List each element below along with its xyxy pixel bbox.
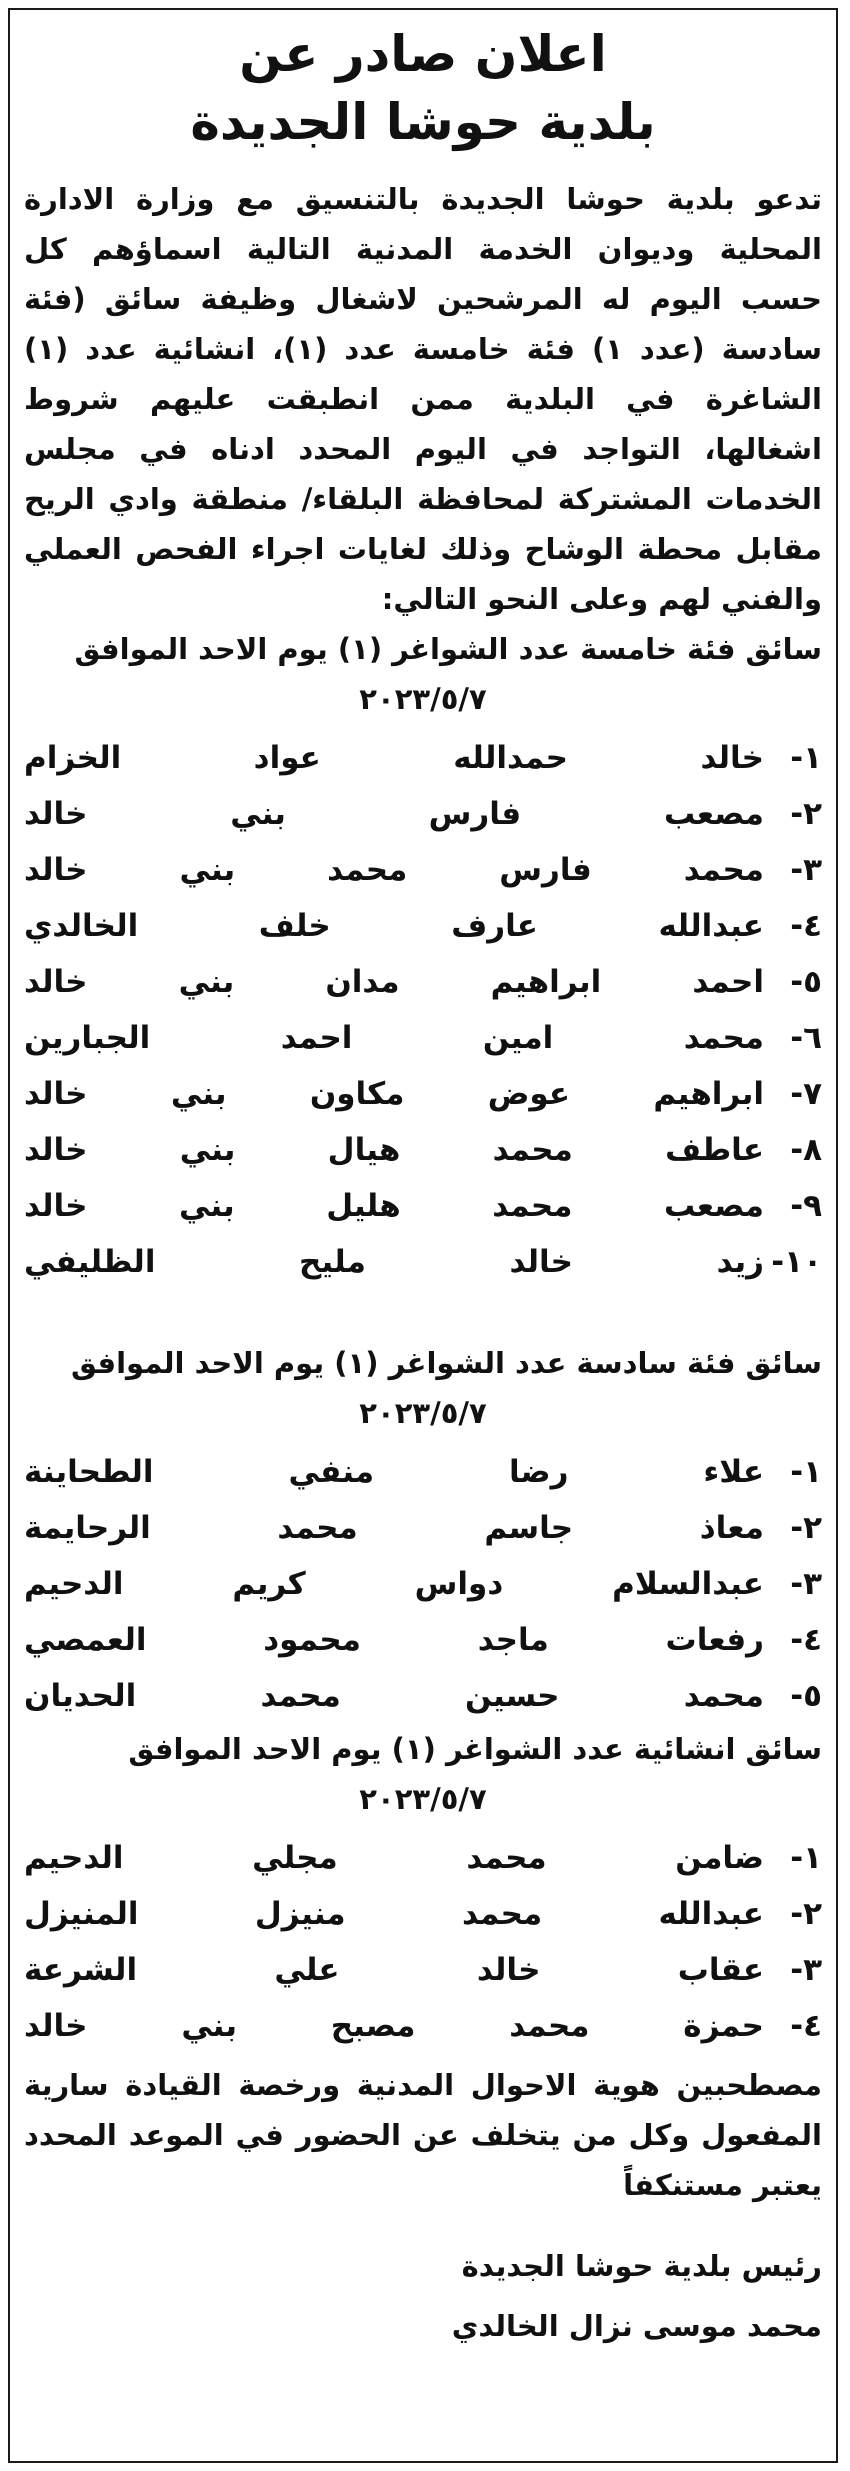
list-item bbox=[24, 1942, 822, 1998]
announcement bbox=[8, 8, 838, 2463]
list-item bbox=[24, 1556, 822, 1612]
signatory-name: محمد موسى نزال الخالدي bbox=[451, 2309, 822, 2343]
list-item bbox=[24, 1178, 822, 1234]
item-number: ١٠- bbox=[771, 1244, 822, 1280]
municipality-name: بلدية حوشا الجديدة bbox=[190, 93, 656, 151]
item-number: ١- bbox=[790, 740, 822, 776]
group-heading-fifth-class: سائق فئة خامسة عدد الشواغر (١) يوم الاحد الموافق bbox=[74, 632, 822, 666]
candidate-name: محمد امين احمد الجبارين bbox=[24, 1020, 764, 1056]
item-number: ٤- bbox=[790, 908, 822, 944]
group-heading-sixth-class: سائق فئة سادسة عدد الشواغر (١) يوم الاحد الموافق bbox=[70, 1346, 822, 1380]
item-number: ٢- bbox=[790, 1896, 822, 1932]
candidate-name: مصعب محمد هليل بني خالد bbox=[24, 1188, 764, 1224]
item-number: ٤- bbox=[790, 1622, 822, 1658]
candidate-name: مصعب فارس بني خالد bbox=[24, 796, 764, 832]
candidate-name: ضامن محمد مجلي الدحيم bbox=[24, 1840, 764, 1876]
candidate-name: ابراهيم عوض مكاون بني خالد bbox=[24, 1076, 764, 1112]
announcement-title: اعلان صادر عن bbox=[239, 25, 607, 83]
signature-block bbox=[24, 2238, 822, 2358]
list-item bbox=[24, 1444, 822, 1500]
closing-paragraph: مصطحبين هوية الاحوال المدنية ورخصة القيادة سارية المفعول وكل من يتخلف عن الحضور في الموعد المحدد يعتبر مستنكفاً bbox=[24, 2068, 822, 2202]
list-item bbox=[24, 786, 822, 842]
item-number: ٨- bbox=[790, 1132, 822, 1168]
item-number: ٤- bbox=[790, 2008, 822, 2044]
candidate-name: خالد حمدالله عواد الخزام bbox=[24, 740, 764, 776]
candidate-name: احمد ابراهيم مدان بني خالد bbox=[24, 964, 764, 1000]
signatory-title: رئيس بلدية حوشا الجديدة bbox=[461, 2249, 822, 2283]
candidate-name: زيد خالد مليح الظليفي bbox=[24, 1244, 764, 1280]
candidate-list-sixth-class bbox=[24, 1444, 822, 1724]
candidate-name: معاذ جاسم محمد الرحايمة bbox=[24, 1510, 764, 1546]
item-number: ١- bbox=[790, 1454, 822, 1490]
list-item bbox=[24, 1886, 822, 1942]
group-date-construction: ٢٠٢٣/٥/٧ bbox=[359, 1782, 487, 1816]
candidate-name: عقاب خالد علي الشرعة bbox=[24, 1952, 764, 1988]
group-date-fifth-class: ٢٠٢٣/٥/٧ bbox=[359, 682, 487, 716]
item-number: ٢- bbox=[790, 1510, 822, 1546]
candidate-name: علاء رضا منفي الطحاينة bbox=[24, 1454, 764, 1490]
candidate-list-construction bbox=[24, 1830, 822, 2054]
item-number: ٩- bbox=[790, 1188, 822, 1224]
candidate-name: عاطف محمد هيال بني خالد bbox=[24, 1132, 764, 1168]
candidate-name: حمزة محمد مصبح بني خالد bbox=[24, 2008, 764, 2044]
item-number: ٧- bbox=[790, 1076, 822, 1112]
candidate-name: محمد فارس محمد بني خالد bbox=[24, 852, 764, 888]
item-number: ٣- bbox=[790, 852, 822, 888]
candidate-name: عبدالله عارف خلف الخالدي bbox=[24, 908, 764, 944]
list-item bbox=[24, 898, 822, 954]
list-item bbox=[24, 1500, 822, 1556]
list-item bbox=[24, 1234, 822, 1290]
item-number: ٦- bbox=[790, 1020, 822, 1056]
list-item bbox=[24, 730, 822, 786]
section-spacer bbox=[24, 1290, 822, 1338]
intro-paragraph: تدعو بلدية حوشا الجديدة بالتنسيق مع وزارة الادارة المحلية وديوان الخدمة المدنية التالية اسماؤهم كل حسب اليوم له المرشحين لاشغال وظيفة سائق (فئة سادسة (عدد ١) فئة خامسة عدد (١)، انشائية عدد (١) الشاغرة في البلدية ممن انطبقت عليهم شروط اشغالها، التواجد في اليوم المحدد ادناه في مجلس الخدمات المشتركة لمحافظة البلقاء/ منطقة وادي الريح مقابل محطة الوشاح وذلك لغايات اجراء الفحص العملي والفني لهم وعلى النحو التالي: bbox=[24, 182, 822, 616]
candidate-list-fifth-class bbox=[24, 730, 822, 1290]
candidate-name: محمد حسين محمد الحديان bbox=[24, 1678, 764, 1714]
item-number: ١- bbox=[790, 1840, 822, 1876]
candidate-name: عبدالله محمد منيزل المنيزل bbox=[24, 1896, 764, 1932]
group-heading-construction: سائق انشائية عدد الشواغر (١) يوم الاحد الموافق bbox=[128, 1732, 822, 1766]
item-number: ٥- bbox=[790, 964, 822, 1000]
list-item bbox=[24, 842, 822, 898]
list-item bbox=[24, 1612, 822, 1668]
list-item bbox=[24, 954, 822, 1010]
item-number: ٢- bbox=[790, 796, 822, 832]
list-item bbox=[24, 1122, 822, 1178]
group-date-sixth-class: ٢٠٢٣/٥/٧ bbox=[359, 1396, 487, 1430]
item-number: ٣- bbox=[790, 1952, 822, 1988]
list-item bbox=[24, 1830, 822, 1886]
candidate-name: رفعات ماجد محمود العمصي bbox=[24, 1622, 764, 1658]
item-number: ٣- bbox=[790, 1566, 822, 1602]
list-item bbox=[24, 1010, 822, 1066]
list-item bbox=[24, 1998, 822, 2054]
list-item bbox=[24, 1066, 822, 1122]
list-item bbox=[24, 1668, 822, 1724]
candidate-name: عبدالسلام دواس كريم الدحيم bbox=[24, 1566, 764, 1602]
item-number: ٥- bbox=[790, 1678, 822, 1714]
